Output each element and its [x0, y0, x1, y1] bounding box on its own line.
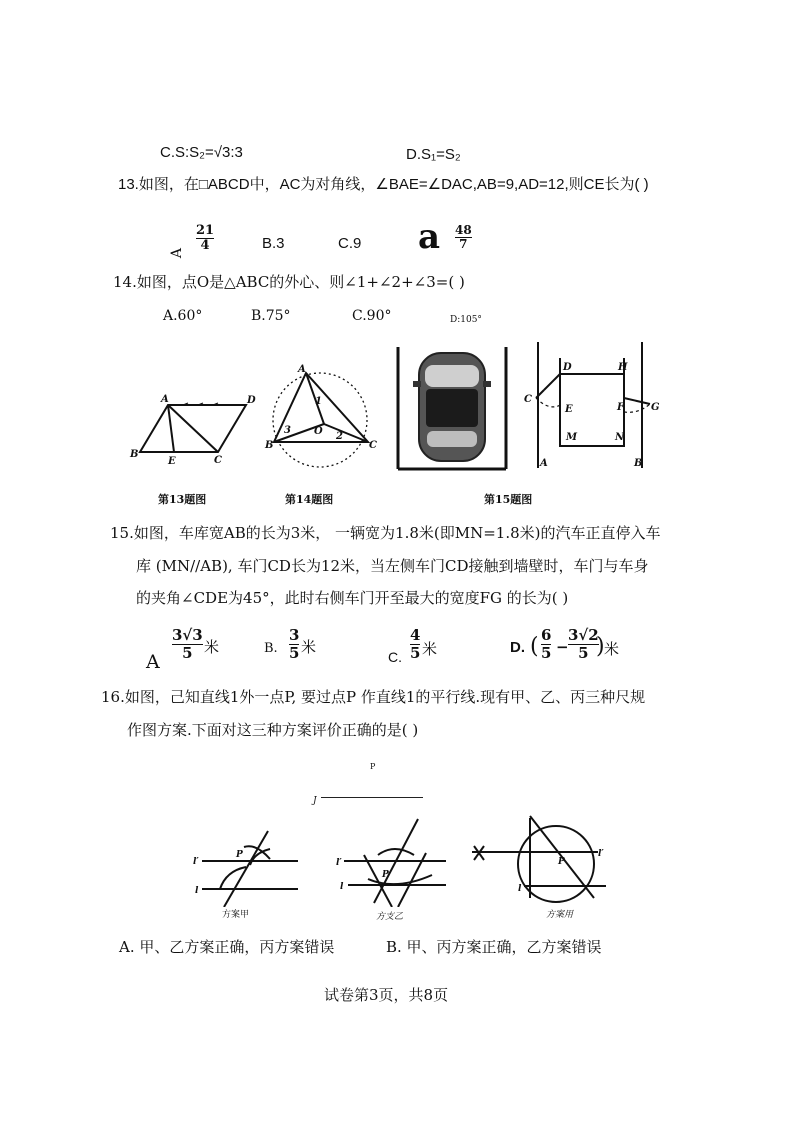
page-footer: 试卷第3页，共8页: [324, 986, 449, 1004]
fig15-label-b: B: [634, 458, 643, 469]
q15-option-b-denominator: 5: [289, 644, 300, 662]
q16-top-line-label: J: [313, 796, 317, 806]
fig14-label-o: O: [314, 426, 323, 437]
q14-stem: 14.如图，点O是△ABC的外心、则∠1+∠2+∠3=( ): [113, 273, 465, 291]
q15-option-d-denominator-1: 5: [541, 644, 552, 662]
fig14-label-1: 1: [315, 396, 322, 407]
fig13-label-e: E: [168, 456, 176, 465]
q15-option-d-numerator-2: 3√2: [568, 626, 599, 644]
q16-yi-label-lprime: l′: [336, 858, 342, 868]
q15-option-d-label: D.: [510, 639, 525, 656]
q15-option-c-denominator: 5: [410, 644, 421, 662]
fig15-label-c: C: [524, 394, 532, 405]
q16-scheme-bing-caption: 方案用: [546, 910, 574, 920]
q12-option-d: D.S₁=S₂: [406, 146, 461, 163]
figure-15-caption: 第15题图: [484, 493, 533, 506]
q15-option-b-unit: 米: [301, 638, 317, 656]
q16-bing-label-lprime: l′: [598, 849, 604, 859]
q14-option-c: C.90°: [352, 308, 392, 324]
q16-jia-label-p: P: [236, 850, 243, 860]
q15-option-c-unit: 米: [422, 640, 438, 658]
figure-13-parallelogram: [128, 385, 258, 465]
q15-line-3: 的夹角∠CDE为45°，此时右侧车门开至最大的宽度FG 的长为( ): [136, 589, 569, 607]
q16-option-a: A. 甲、乙方案正确，丙方案错误: [119, 938, 335, 956]
q15-option-a-numerator: 3√3: [172, 626, 203, 644]
q14-option-d: D:105°: [450, 315, 482, 325]
q16-top-point-p: P: [370, 762, 376, 771]
q13-option-d-fraction: [455, 224, 472, 251]
q13-option-a-fraction: [196, 224, 214, 253]
q15-option-c-fraction: [410, 627, 420, 662]
q13-option-d-denominator: 7: [459, 237, 468, 251]
fig15-label-e: E: [565, 404, 573, 415]
q13-option-c: C.9: [338, 235, 362, 252]
q16-yi-label-l: l: [340, 882, 344, 892]
q16-scheme-jia-figure: [190, 825, 302, 907]
fig14-label-a: A: [298, 364, 306, 375]
q15-option-d-fraction-1: [541, 627, 551, 662]
q15-option-d-unit: 米: [604, 640, 620, 658]
fig15-label-d: D: [563, 362, 572, 373]
q13-option-d-numerator: 48: [455, 223, 472, 237]
figure-13-caption: 第13题图: [158, 493, 207, 506]
q16-scheme-yi-figure: [334, 815, 452, 907]
q15-option-c-numerator: 4: [410, 626, 421, 644]
q15-option-b-label: B.: [264, 641, 278, 656]
fig13-label-d: D: [247, 395, 256, 406]
q15-option-b-fraction: [289, 627, 299, 662]
figure-14-caption: 第14题图: [285, 493, 334, 506]
q16-scheme-jia-caption: 方案甲: [222, 910, 250, 920]
q15-line-2: 库 (MN//AB), 车门CD长为12米，当左侧车门CD接触到墙壁时，车门与车身: [136, 557, 649, 575]
q13-option-a-numerator: 21: [196, 223, 215, 238]
figure-15-garage-diagram: [520, 340, 670, 472]
q16-jia-label-l: l: [195, 886, 199, 896]
fig15-label-g: G: [651, 402, 660, 413]
q15-option-b-numerator: 3: [289, 626, 300, 644]
q12-option-c: C.S:S₂=√3:3: [160, 144, 243, 161]
fig14-label-c: C: [369, 440, 377, 451]
fig14-label-3: 3: [284, 425, 291, 436]
q15-line-1: 15.如图，车库宽AB的长为3米， 一辆宽为1.8米(即MN=1.8米)的汽车正直停入车: [110, 524, 661, 542]
q16-line-2: 作图方案.下面对这三种方案评价正确的是( ): [127, 721, 419, 739]
fig15-label-n: N: [615, 432, 625, 443]
q13-option-b: B.3: [262, 235, 285, 252]
q15-option-d-minus: −: [556, 638, 569, 656]
q14-option-b: B.75°: [251, 308, 291, 324]
q14-option-a: A.60°: [163, 308, 203, 324]
q15-option-d-open-paren: (: [530, 634, 539, 659]
q15-option-a-fraction: [172, 627, 203, 662]
q13-stem: 13.如图，在□ABCD中，AC为对角线，∠BAE=∠DAC,AB=9,AD=12,则CE长为( ): [118, 176, 649, 193]
q16-yi-label-p: P: [382, 870, 389, 880]
fig15-label-a: A: [540, 458, 548, 469]
q16-bing-label-l: l: [518, 884, 522, 894]
fig13-label-c: C: [214, 455, 222, 465]
q16-scheme-bing-figure: [468, 808, 618, 908]
q15-option-a-label: A: [146, 651, 160, 673]
q13-option-a-label: A: [169, 247, 186, 259]
q15-option-a-unit: 米: [204, 638, 220, 656]
figure-15-car-photo: [395, 345, 510, 473]
q16-scheme-yi-caption: 方支乙: [376, 912, 404, 922]
q13-option-a-denominator: 4: [200, 238, 210, 253]
q15-option-a-denominator: 5: [182, 644, 193, 662]
fig15-label-m: M: [566, 432, 578, 443]
fig15-label-h: H: [618, 362, 628, 373]
q16-jia-label-lprime: l′: [193, 857, 199, 867]
q15-option-d-close-paren: ): [596, 634, 605, 659]
fig15-label-f: F: [617, 402, 625, 413]
q15-option-d-fraction-2: [568, 627, 599, 662]
fig13-label-b: B: [130, 449, 139, 460]
fig14-label-2: 2: [336, 431, 343, 442]
figure-14-circumcircle: [262, 360, 382, 480]
q15-option-d-denominator-2: 5: [578, 644, 589, 662]
q16-option-b: B. 甲、丙方案正确，乙方案错误: [386, 938, 602, 956]
q16-top-line: [321, 797, 423, 798]
fig14-label-b: B: [265, 440, 274, 451]
q15-option-c-label: C.: [388, 649, 402, 665]
q16-line-1: 16.如图，己知直线1外一点P, 要过点P 作直线1的平行线.现有甲、乙、丙三种尺规: [101, 688, 646, 706]
q16-bing-label-p: P: [558, 857, 565, 867]
q15-option-d-numerator-1: 6: [541, 626, 552, 644]
q13-option-d-label: a: [418, 217, 441, 257]
fig13-label-a: A: [161, 394, 169, 405]
